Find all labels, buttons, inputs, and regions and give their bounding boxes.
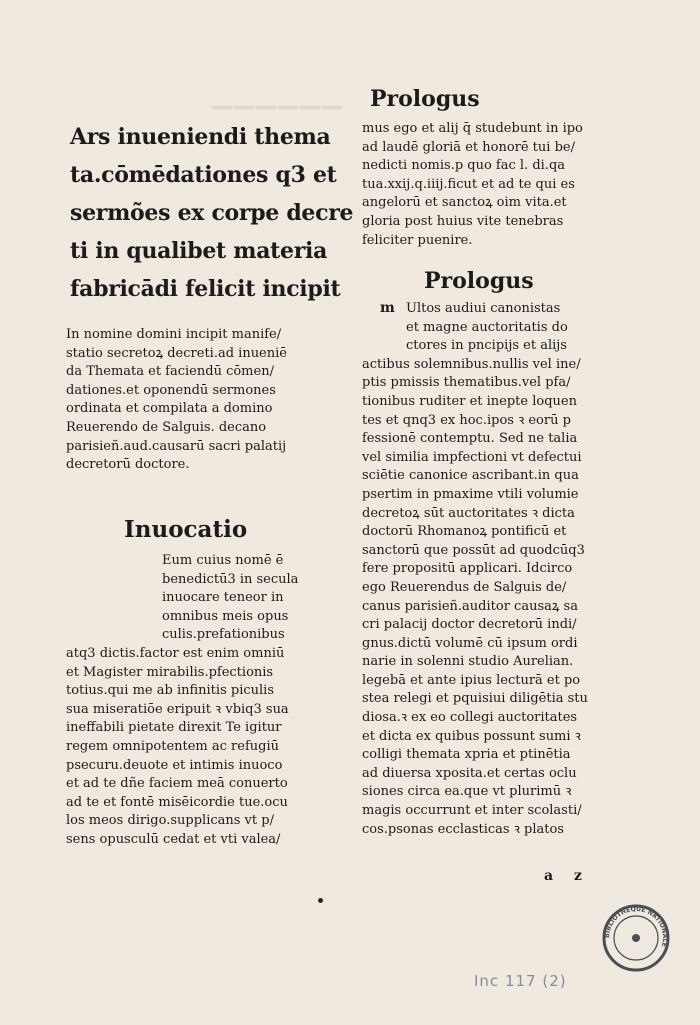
text-line: cri palacij doctor decretorū indi/ <box>362 617 577 633</box>
text-line: diosa.ꝛ ex eo collegi auctoritates <box>362 710 578 726</box>
text-line: angelorū et sanctoꝝ oim vita.et <box>362 195 567 211</box>
text-line: et ad te dñe faciem meā conuerto <box>66 776 288 792</box>
show-through-text: ▁▁▁▁▁▁ <box>212 80 344 110</box>
text-line: totius.qui me ab infinitis piculis <box>66 683 274 699</box>
prologus-heading-second: Prologus <box>424 268 534 294</box>
text-line: tes et qnq3 ex hoc.ipos ꝛ eorū p <box>362 412 571 428</box>
invocatio-paragraph <box>66 552 318 850</box>
title-line: Ars inueniendi thema <box>70 124 331 150</box>
text-line: da Themata et faciendū cōmen/ <box>66 364 274 380</box>
text-line: vel similia impfectioni vt defectui <box>362 449 582 465</box>
text-line: sanctorū que possūt ad quodcūq3 <box>362 542 585 558</box>
text-line: regem omnipotentem ac refugiū <box>66 738 279 754</box>
prologus-paragraph <box>362 120 622 250</box>
title-line: ta.cōmēdationes q3 et <box>70 162 337 188</box>
text-line: canus parisieñ.auditor causaꝝ sa <box>362 598 578 614</box>
text-line: fessionē contemptu. Sed ne talia <box>362 431 578 447</box>
text-line: et dicta ex quibus possunt sumi ꝛ <box>362 728 581 744</box>
text-line: psertim in pmaxime vtili volumie <box>362 486 579 502</box>
text-line: parisieñ.aud.causarū sacri palatij <box>66 438 287 454</box>
text-line: inuocare teneor in <box>162 590 284 606</box>
text-line: gnus.dictū volumē cū ipsum ordi <box>362 635 578 651</box>
text-line: dationes.et oponendū sermones <box>66 382 276 398</box>
title-line: sermões ex corpe decre <box>70 200 354 226</box>
text-line: ego Reuerendus de Salguis de/ <box>362 579 567 595</box>
text-line: los meos dirigo.supplicans vt p/ <box>66 813 274 829</box>
text-line: ad te et fontē misēicordie tue.ocu <box>66 794 288 810</box>
title-line: ti in qualibet materia <box>70 238 328 264</box>
text-line: atq3 dictis.factor est enim omniū <box>66 645 285 661</box>
text-line: ctores in pncipijs et alijs <box>406 338 567 354</box>
text-line: omnibus meis opus <box>162 608 289 624</box>
library-stamp <box>601 903 671 973</box>
text-line: doctorū Rhomanoꝝ pontificū et <box>362 524 567 540</box>
text-line: Ultos audiui canonistas <box>406 301 561 316</box>
text-line: feliciter puenire. <box>362 232 473 248</box>
text-line: culis.prefationibus <box>162 627 285 643</box>
text-line: fere propositū applicari. Idcirco <box>362 561 573 577</box>
text-line: actibus solemnibus.nullis vel ine/ <box>362 356 581 372</box>
text-line: ordinata et compilata a domino <box>66 401 273 417</box>
text-line: narie in solenni studio Aurelian. <box>362 654 574 670</box>
text-line: siones circa ea.que vt plurimū ꝛ <box>362 784 572 800</box>
text-line: ad diuersa xposita.et certas oclu <box>362 765 577 781</box>
intro-paragraph <box>66 326 318 475</box>
text-line: nedicti nomis.p quo fac l. di.qa <box>362 158 566 174</box>
title-block <box>70 118 354 308</box>
text-line: ineffabili pietate direxit Te igitur <box>66 720 282 736</box>
text-line: et magne auctoritatis do <box>406 319 568 335</box>
text-line: decretorū doctore. <box>66 457 190 473</box>
text-line: et Magister mirabilis.pfectionis <box>66 664 274 680</box>
text-line: cos.psonas ecclasticas ꝛ platos <box>362 821 564 837</box>
stamp-text: BIBLIOTHÈQUE NATIONALE <box>603 905 669 948</box>
text-line: In nomine domini incipit manife/ <box>66 327 282 342</box>
text-line: sua miseratiōe eripuit ꝛ vbiq3 sua <box>66 701 289 717</box>
text-line: benedictū3 in secula <box>162 571 299 587</box>
text-line: sens opusculū cedat et vti valea/ <box>66 831 281 847</box>
text-line: tionibus ruditer et inepte loquen <box>362 393 577 409</box>
text-line: colligi themata xpria et ptinētia <box>362 747 571 763</box>
signature-mark: a z <box>544 868 590 884</box>
text-line: decretoꝝ sūt auctoritates ꝛ dicta <box>362 505 575 521</box>
text-line: gloria post huius vite tenebras <box>362 213 564 229</box>
text-line: psecuru.deuote et intimis inuoco <box>66 757 283 773</box>
invocatio-heading: Inuocatio <box>124 516 248 543</box>
text-line: ad laudē gloriā et honorē tui be/ <box>362 139 575 155</box>
prologus-second-paragraph <box>362 300 622 839</box>
text-line: legebā et ante ipius lecturā et po <box>362 672 581 688</box>
text-line: Eum cuius nomē ē <box>162 553 284 568</box>
text-line: sciētie canonice ascribant.in qua <box>362 468 579 484</box>
text-line: tua.xxij.q.iiij.ficut et ad te qui es <box>362 176 575 192</box>
text-line: magis occurrunt et inter scolasti/ <box>362 803 582 819</box>
text-line: mus ego et alij q̄ studebunt in ipo <box>362 121 583 136</box>
shelfmark: Inc 117 (2) <box>474 972 567 990</box>
ink-speck <box>318 898 323 903</box>
text-line: stea relegi et pquisiui diligētia stu <box>362 691 588 707</box>
text-line: ptis pmissis thematibus.vel pfa/ <box>362 375 571 391</box>
prologus-heading: Prologus <box>370 86 480 112</box>
title-line: fabricādi felicit incipit <box>70 276 341 302</box>
text-line: statio secretoꝝ decreti.ad inueniē <box>66 345 287 361</box>
guide-letter: m <box>380 300 395 316</box>
text-line: Reuerendo de Salguis. decano <box>66 419 267 435</box>
